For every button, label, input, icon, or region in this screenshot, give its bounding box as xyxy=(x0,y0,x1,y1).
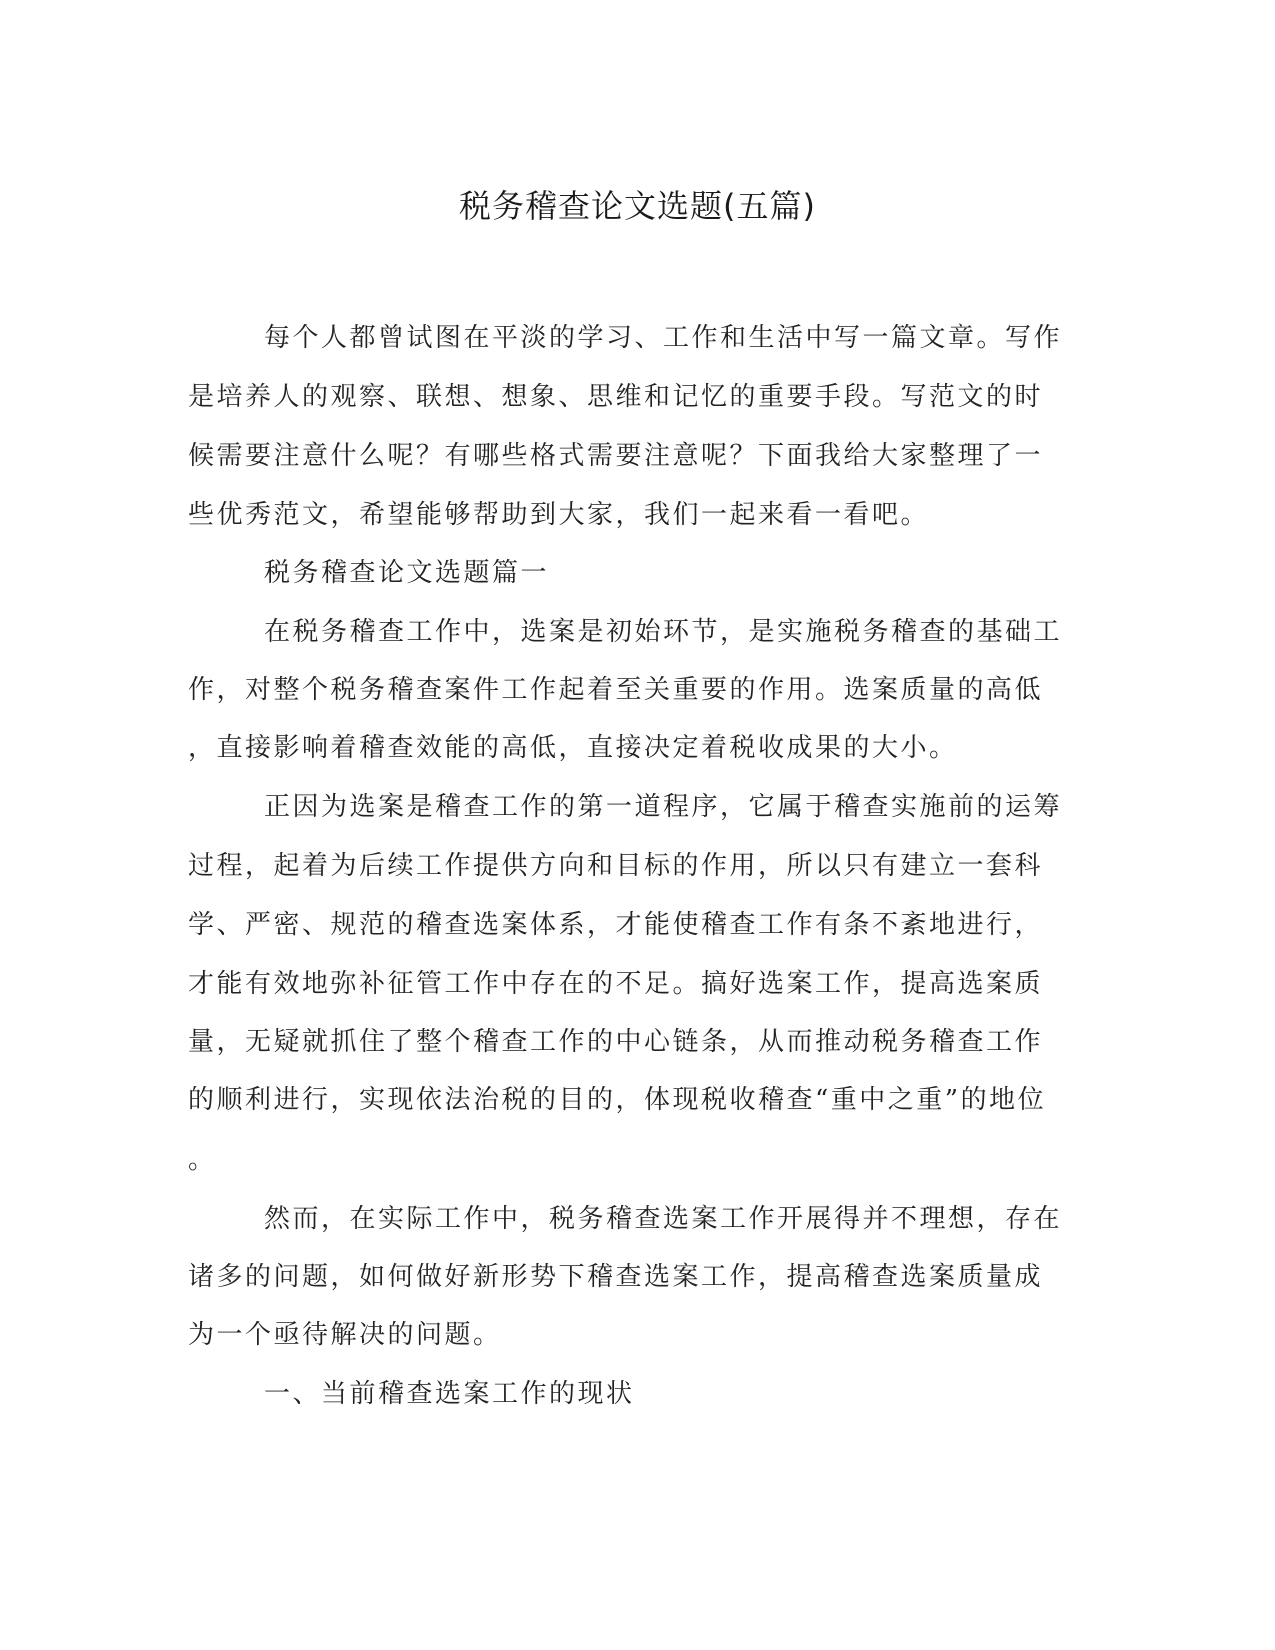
paragraph-line: 正因为选案是稽查工作的第一道程序，它属于稽查实施前的运筹 xyxy=(264,792,1063,822)
paragraph-line: 。 xyxy=(188,1145,217,1175)
section-heading: 税务稽查论文选题篇一 xyxy=(264,558,550,588)
paragraph-line: 学、严密、规范的稽查选案体系，才能使稽查工作有条不紊地进行， xyxy=(188,910,1044,940)
paragraph-line: 然而，在实际工作中，税务稽查选案工作开展得并不理想，存在 xyxy=(264,1204,1063,1234)
section-heading: 一、当前稽查选案工作的现状 xyxy=(264,1379,635,1409)
paragraph-line: 是培养人的观察、联想、想象、思维和记忆的重要手段。写范文的时 xyxy=(188,382,1044,412)
paragraph-line: 候需要注意什么呢？有哪些格式需要注意呢？下面我给大家整理了一 xyxy=(188,441,1044,471)
document-title: 税务稽查论文选题(五篇) xyxy=(459,187,816,225)
paragraph-line: 的顺利进行，实现依法治税的目的，体现税收稽查“重中之重”的地位 xyxy=(188,1085,1047,1115)
paragraph-line: 作，对整个税务稽查案件工作起着至关重要的作用。选案质量的高低 xyxy=(188,675,1044,705)
paragraph-line: 诸多的问题，如何做好新形势下稽查选案工作，提高稽查选案质量成 xyxy=(188,1262,1044,1292)
paragraph-line: 在税务稽查工作中，选案是初始环节，是实施税务稽查的基础工 xyxy=(264,617,1063,647)
paragraph-line: 过程，起着为后续工作提供方向和目标的作用，所以只有建立一套科 xyxy=(188,851,1044,881)
paragraph-line: 量，无疑就抓住了整个稽查工作的中心链条，从而推动税务稽查工作 xyxy=(188,1027,1044,1057)
paragraph-line: ，直接影响着稽查效能的高低，直接决定着税收成果的大小。 xyxy=(188,733,958,763)
paragraph-line: 才能有效地弥补征管工作中存在的不足。搞好选案工作，提高选案质 xyxy=(188,969,1044,999)
paragraph-line: 为一个亟待解决的问题。 xyxy=(188,1320,502,1350)
paragraph-line: 每个人都曾试图在平淡的学习、工作和生活中写一篇文章。写作 xyxy=(264,323,1063,353)
paragraph-line: 些优秀范文，希望能够帮助到大家，我们一起来看一看吧。 xyxy=(188,500,930,530)
